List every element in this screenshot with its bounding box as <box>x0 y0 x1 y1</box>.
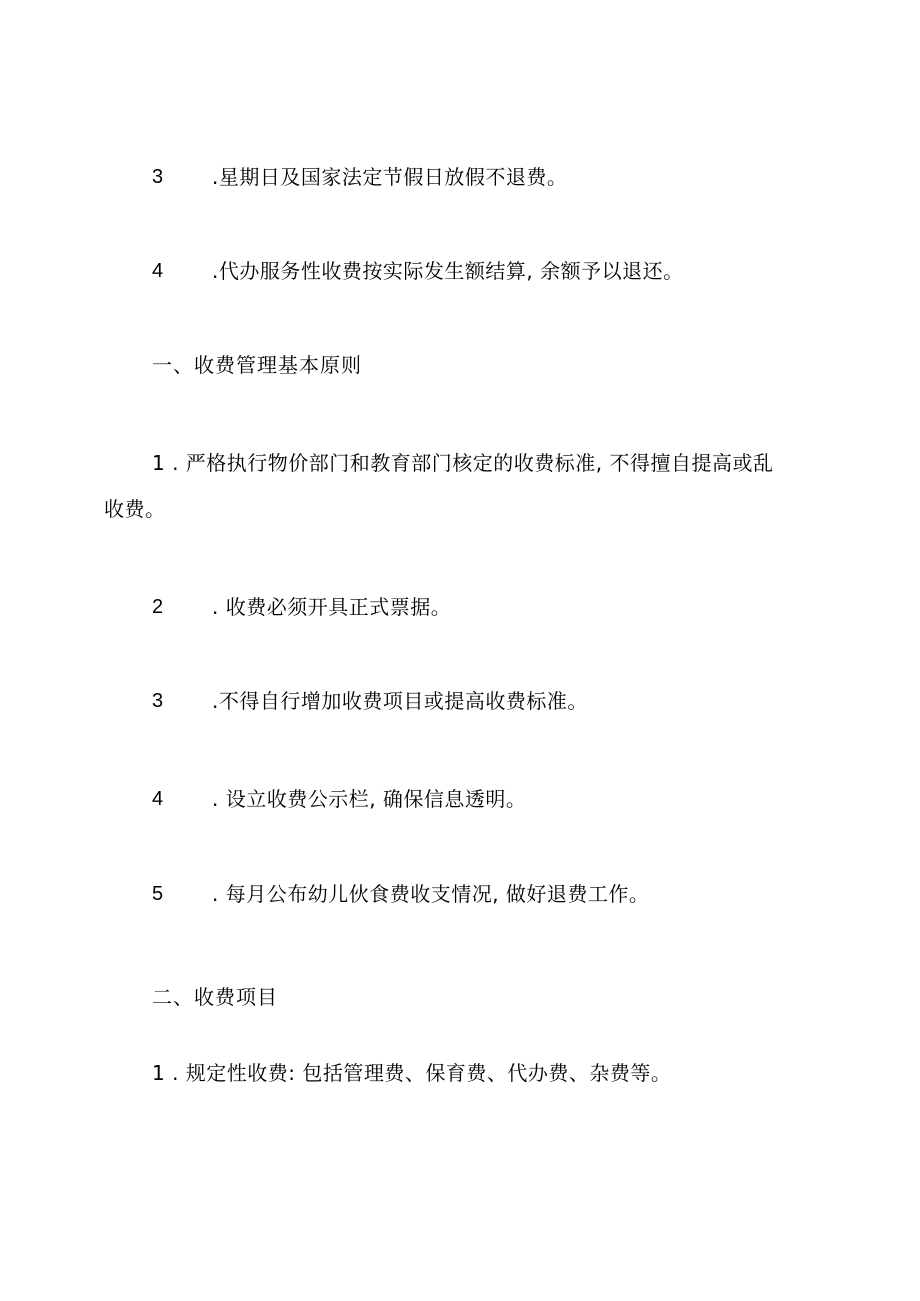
item-text: . 每月公布幼儿伙食费收支情况, 做好退费工作。 <box>212 882 650 906</box>
item-text: .不得自行增加收费项目或提高收费标准。 <box>212 689 588 713</box>
item-number: 3 <box>152 166 164 188</box>
item-text: .星期日及国家法定节假日放假不退费。 <box>212 165 568 189</box>
item-text: . 收费必须开具正式票据。 <box>212 595 452 619</box>
paragraph-line: 收费。 <box>104 497 166 521</box>
item-number: 3 <box>152 690 164 712</box>
section-heading: 一、收费管理基本原则 <box>152 353 362 377</box>
item-text: .代办服务性收费按实际发生额结算, 余额予以退还。 <box>212 259 684 283</box>
item-number: 5 <box>152 883 164 905</box>
item-text: . 设立收费公示栏, 确保信息透明。 <box>212 787 527 811</box>
item-number: 4 <box>152 260 164 282</box>
paragraph-line: 1 . 规定性收费: 包括管理费、保育费、代办费、杂费等。 <box>152 1061 672 1085</box>
item-number: 4 <box>152 788 164 810</box>
paragraph-line: 1 . 严格执行物价部门和教育部门核定的收费标准, 不得擅自提高或乱 <box>152 451 774 475</box>
section-heading: 二、收费项目 <box>152 985 278 1009</box>
item-number: 2 <box>152 596 164 618</box>
